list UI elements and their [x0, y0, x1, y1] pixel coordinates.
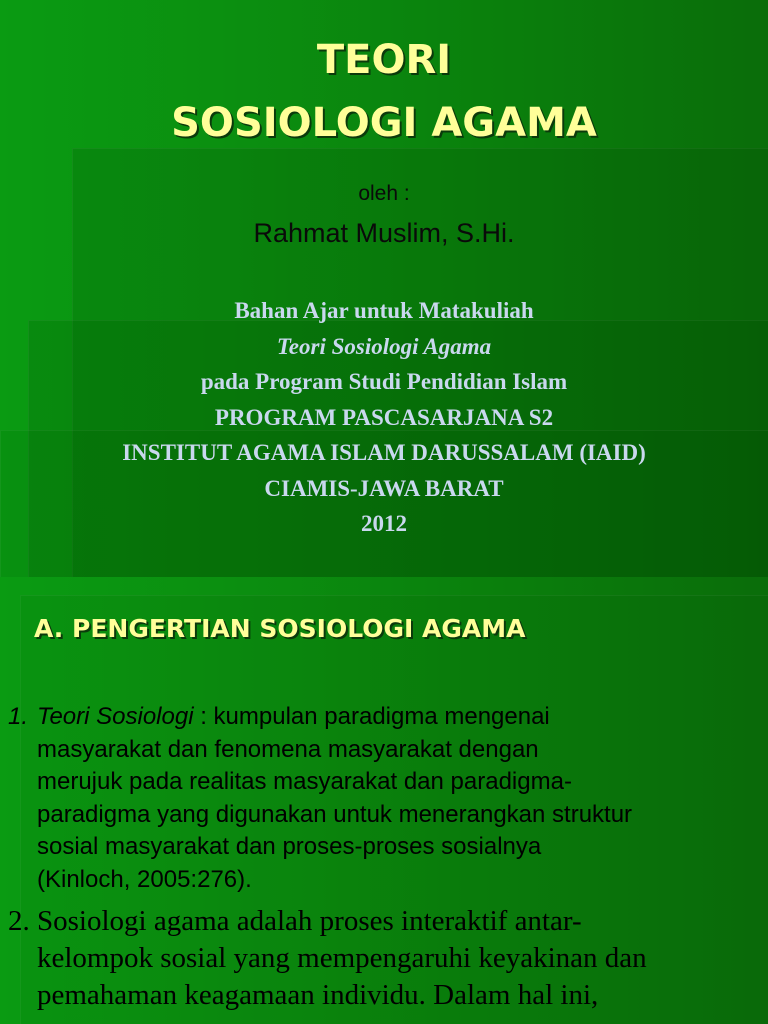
location: CIAMIS-JAWA BARAT — [264, 475, 504, 501]
definition-text: pemahaman keagamaan individu. Dalam hal ini, — [37, 979, 599, 1011]
citation: (Kinloch, 2005:276). — [37, 865, 252, 893]
definition-text: merujuk pada realitas masyarakat dan paradigma- — [37, 768, 572, 795]
section-heading: A. PENGERTIAN SOSIOLOGI AGAMA — [34, 614, 526, 643]
definition-text: paradigma yang digunakan untuk menerangkan struktur — [37, 800, 633, 828]
definition-text: Sosiologi agama adalah proses interaktif antar- — [37, 905, 582, 937]
course-info-line: pada Program Studi Pendidian Islam — [200, 369, 568, 394]
definition-text: kelompok sosial yang mempengaruhi keyakinan dan — [37, 942, 647, 974]
defined-term: Teori Sosiologi — [37, 703, 194, 730]
course-name: Teori Sosiologi Agama — [276, 333, 492, 359]
slide-title-line-1: TEORI — [316, 37, 452, 83]
definition-text: sosial masyarakat dan proses-proses sosialnya — [37, 833, 542, 860]
list-item-number: 2. — [8, 905, 30, 937]
list-item-body — [37, 903, 768, 1014]
course-info-line: PROGRAM PASCASARJANA S2 — [214, 404, 554, 430]
author-name: Rahmat Muslim, S.Hi. — [253, 218, 515, 248]
by-label: oleh : — [358, 182, 410, 205]
definition-text: : kumpulan paradigma mengenai — [193, 703, 550, 730]
list-item-body — [37, 701, 768, 896]
slide-title-line-2: SOSIOLOGI AGAMA — [171, 100, 597, 146]
definition-text: masyarakat dan fenomena masyarakat dengan — [37, 735, 539, 763]
course-info-line: Bahan Ajar untuk Matakuliah — [234, 298, 534, 323]
year: 2012 — [361, 511, 407, 536]
list-item-number: 1. — [8, 703, 29, 730]
course-info — [0, 293, 768, 542]
institution-name: INSTITUT AGAMA ISLAM DARUSSALAM (IAID) — [122, 440, 646, 465]
